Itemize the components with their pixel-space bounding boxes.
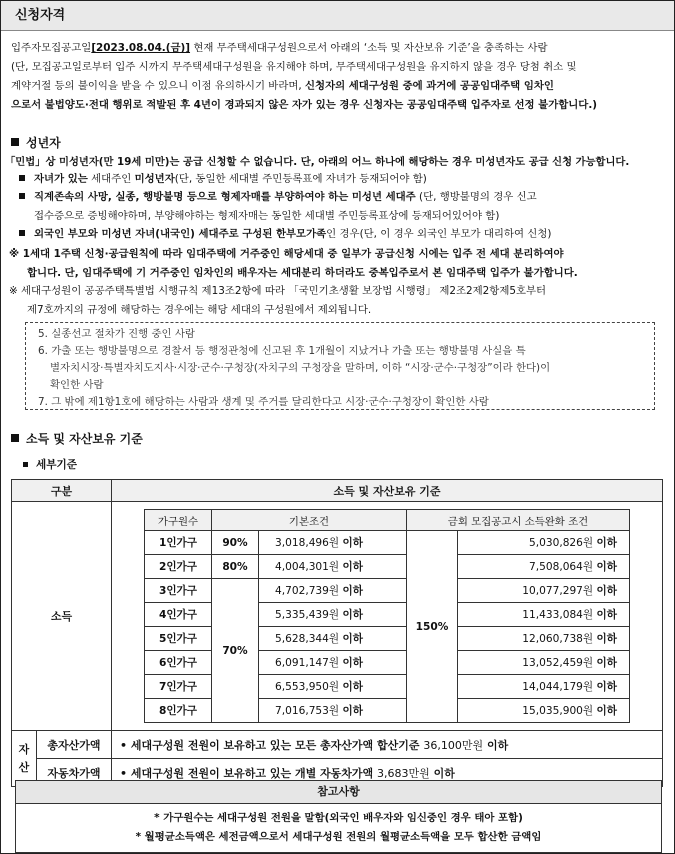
household-size: 5인가구 — [145, 627, 212, 651]
announcement-date: [2023.08.04.(금)] — [91, 42, 191, 54]
list-item: 5. 실종선고 절차가 진행 중인 사람 — [38, 328, 195, 340]
col-header-criteria: 소득 및 자산보유 기준 — [112, 480, 663, 502]
asset-label: 자 산 — [12, 731, 37, 787]
square-bullet-icon — [23, 462, 28, 467]
household-size: 6인가구 — [145, 651, 212, 675]
income-heading: 소득 및 자산보유 기준 — [11, 430, 143, 447]
household-size: 4인가구 — [145, 603, 212, 627]
header-household-size: 가구원수 — [145, 510, 212, 531]
excluded-members-box — [25, 322, 655, 410]
intro-line: 계약거절 등의 불이익을 받을 수 있으니 이점 유의하시기 바라며, — [11, 80, 305, 92]
basic-value: 5,335,439원 이하 — [259, 603, 407, 627]
square-bullet-icon — [11, 138, 19, 146]
total-asset-label: 총자산가액 — [37, 731, 112, 759]
basic-value: 3,018,496원 이하 — [259, 531, 407, 555]
basic-value: 7,016,753원 이하 — [259, 699, 407, 723]
intro-text: 현재 무주택세대구성원으로서 아래의 ‘소득 및 자산보유 기준’을 충족하는 사람 — [190, 42, 548, 54]
detail-criteria-label: 세부기준 — [23, 457, 77, 472]
relaxed-value: 12,060,738원 이하 — [458, 627, 630, 651]
household-size: 8인가구 — [145, 699, 212, 723]
basic-pct: 70% — [212, 579, 259, 723]
list-item: 확인한 사람 — [50, 379, 104, 391]
relaxed-value: 11,433,084원 이하 — [458, 603, 630, 627]
relaxed-value: 10,077,297원 이하 — [458, 579, 630, 603]
household-size: 1인가구 — [145, 531, 212, 555]
note-1: ※ 1세대 1주택 신청·공급원칙에 따라 임대주택에 거주중인 해당세대 중 일부가 공급신청 시에는 입주 전 세대 분리하여야 합니다. 단, 임대주택에 기 거주중인 임차인의 배우자는 세대분리 하더라도 중복입주로서 본 임대주택 입주가 불가합니다. — [9, 248, 578, 279]
list-item: 별자치시장·특별자치도지사·시장·군수·구청장(자치구의 구청장을 말하며, 이하 “시장·군수·구청장”이라 한다)이 — [50, 362, 551, 374]
basic-pct: 80% — [212, 555, 259, 579]
basic-value: 4,702,739원 이하 — [259, 579, 407, 603]
car-asset-label: 자동차가액 — [37, 759, 112, 787]
square-bullet-icon — [11, 434, 19, 442]
relaxed-value: 14,044,179원 이하 — [458, 675, 630, 699]
reference-header: 참고사항 — [16, 781, 661, 804]
basic-pct: 90% — [212, 531, 259, 555]
list-item: 6. 가출 또는 행방불명으로 경찰서 등 행정관청에 신고된 후 1개월이 지났거나 가출 또는 행방불명 사실을 특 — [38, 345, 526, 357]
header-relaxed: 금회 모집공고시 소득완화 조건 — [407, 510, 630, 531]
income-label: 소득 — [12, 502, 112, 731]
household-size: 2인가구 — [145, 555, 212, 579]
basic-value: 6,091,147원 이하 — [259, 651, 407, 675]
reference-box — [15, 780, 662, 853]
household-size: 3인가구 — [145, 579, 212, 603]
square-bullet-icon — [19, 230, 25, 236]
relaxed-value: 5,030,826원 이하 — [458, 531, 630, 555]
household-size: 7인가구 — [145, 675, 212, 699]
minor-bullet-2: 직계존속의 사망, 실종, 행방불명 등으로 형제자매를 부양하여야 하는 미성년 세대주 (단, 행방불명의 경우 신고 접수증으로 증빙해야하며, 부양해야하는 형제자매는 동일한 세대별 주민등록표상에 등재되어있어야 함) — [19, 188, 664, 226]
section-title: 신청자격 — [1, 1, 674, 31]
relaxed-value: 7,508,064원 이하 — [458, 555, 630, 579]
intro-line: (단, 모집공고일로부터 입주 시까지 무주택세대구성원을 유지해야 하며, 무주택세대구성원을 유지하지 않을 경우 당첨 취소 및 — [11, 61, 577, 73]
total-asset-criteria: • 세대구성원 전원이 보유하고 있는 모든 총자산가액 합산기준 36,100만원 이하 — [112, 731, 663, 759]
intro-warning: 신청자의 세대구성원 중에 과거에 공공임대주택 임차인 — [305, 80, 554, 92]
minor-lead: 「민법」상 미성년자(만 19세 미만)는 공급 신청할 수 없습니다. 단, 아래의 어느 하나에 해당하는 경우 미성년자도 공급 신청 가능합니다. — [5, 156, 630, 168]
basic-value: 5,628,344원 이하 — [259, 627, 407, 651]
intro-paragraph — [11, 39, 666, 115]
income-table — [144, 509, 630, 723]
note-2: ※ 세대구성원이 공공주택특별법 시행규칙 제13조2항에 따라 「국민기초생활 보장법 시행령」 제2조2제2항제5호부터 제7호까지의 규정에 해당하는 경우에는 해당 세대의 구성원에서 제외됩니다. — [9, 285, 547, 316]
car-asset-criteria: • 세대구성원 전원이 보유하고 있는 개별 자동차가액 3,683만원 이하 — [112, 759, 663, 787]
reference-line: * 월평균소득액은 세전금액으로서 세대구성원 전원의 월평균소득액을 모두 합산한 금액임 — [135, 831, 542, 843]
square-bullet-icon — [19, 193, 25, 199]
square-bullet-icon — [19, 175, 25, 181]
minor-heading: 성년자 — [11, 134, 61, 151]
header-basic: 기본조건 — [212, 510, 407, 531]
relaxed-pct: 150% — [407, 531, 458, 723]
intro-label: 입주자모집공고일 — [11, 42, 92, 54]
reference-line: * 가구원수는 세대구성원 전원을 말함(외국인 배우자와 임신중인 경우 태아 포함) — [154, 812, 523, 824]
criteria-table — [11, 479, 663, 787]
relaxed-value: 15,035,900원 이하 — [458, 699, 630, 723]
relaxed-value: 13,052,459원 이하 — [458, 651, 630, 675]
basic-value: 6,553,950원 이하 — [259, 675, 407, 699]
intro-warning: 으로서 불법양도·전대 행위로 적발된 후 4년이 경과되지 않은 자가 있는 경우 신청자는 공공임대주택 입주자로 선정 불가합니다.) — [11, 99, 598, 111]
minor-bullet-3: 외국인 부모와 미성년 자녀(내국인) 세대주로 구성된 한부모가족인 경우(단, 이 경우 외국인 부모가 대리하여 신청) — [19, 225, 664, 244]
col-header-category: 구분 — [12, 480, 112, 502]
list-item: 7. 그 밖에 제1항1호에 해당하는 사람과 생계 및 주거를 달리한다고 시장·군수·구청장이 확인한 사람 — [38, 396, 489, 408]
minor-bullet-1: 자녀가 있는 세대주인 미성년자(단, 동일한 세대별 주민등록표에 자녀가 등재되어야 함) — [19, 170, 664, 189]
basic-value: 4,004,301원 이하 — [259, 555, 407, 579]
